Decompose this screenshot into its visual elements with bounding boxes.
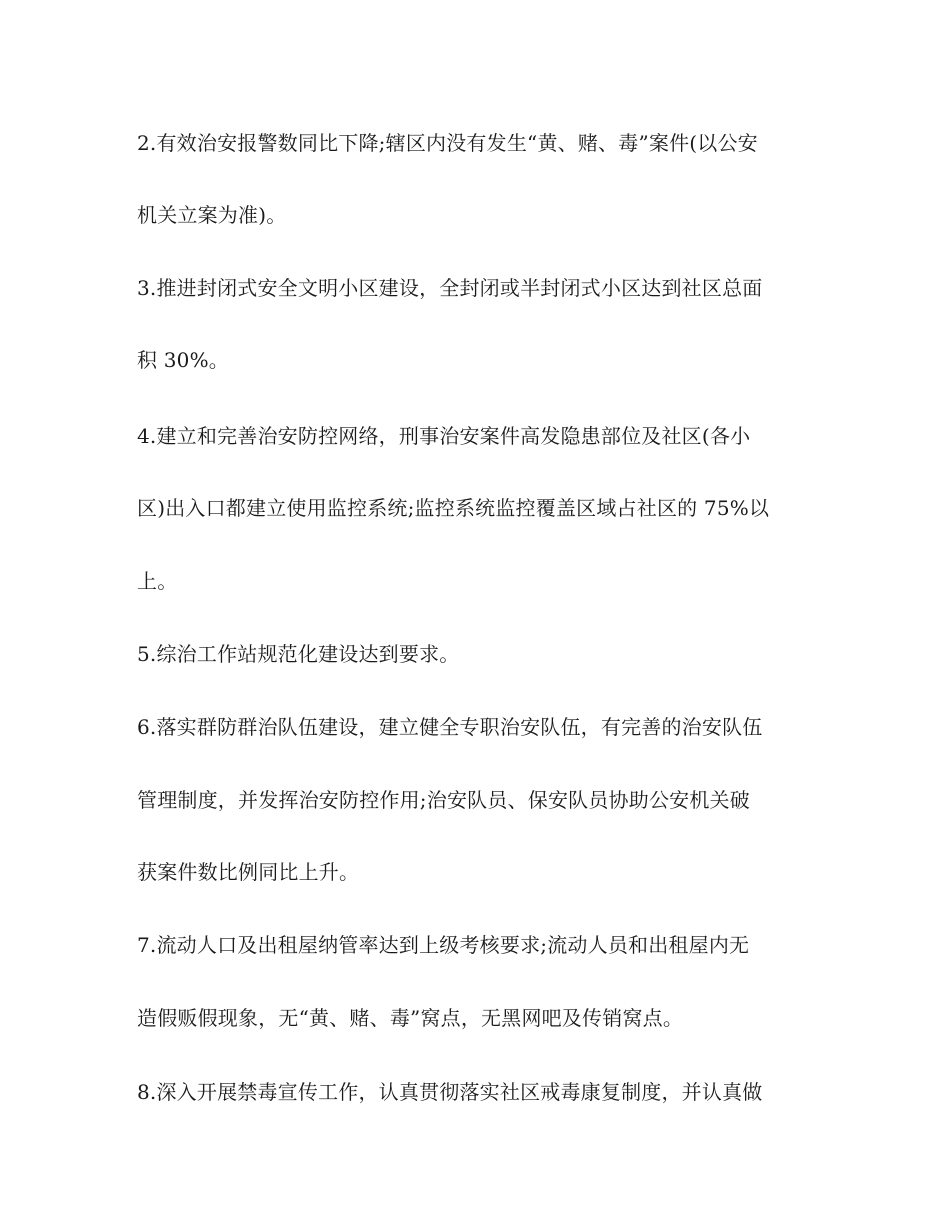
paragraph-5-line-1: 5.综治工作站规范化建设达到要求。 xyxy=(137,642,460,666)
paragraph-7-line-1: 7.流动人口及出租屋纳管率达到上级考核要求;流动人员和出租屋内无 xyxy=(137,933,750,957)
paragraph-3-line-1: 3.推进封闭式安全文明小区建设，全封闭或半封闭式小区达到社区总面 xyxy=(137,276,763,300)
paragraph-6-line-1: 6.落实群防群治队伍建设，建立健全专职治安队伍，有完善的治安队伍 xyxy=(137,715,763,739)
paragraph-4-line-1: 4.建立和完善治安防控网络，刑事治安案件高发隐患部位及社区(各小 xyxy=(137,424,751,448)
paragraph-6-line-3: 获案件数比例同比上升。 xyxy=(137,860,360,884)
paragraph-4-line-2: 区)出入口都建立使用监控系统;监控系统监控覆盖区域占社区的 75%以 xyxy=(137,496,770,520)
paragraph-7-line-2: 造假贩假现象，无“黄、赌、毒”窝点，无黑网吧及传销窝点。 xyxy=(137,1006,684,1030)
paragraph-6-line-2: 管理制度，并发挥治安防控作用;治安队员、保安队员协助公安机关破 xyxy=(137,788,750,812)
paragraph-4-line-3: 上。 xyxy=(137,569,178,593)
paragraph-3-line-2: 积 30%。 xyxy=(137,348,230,372)
paragraph-2-line-1: 2.有效治安报警数同比下降;辖区内没有发生“黄、赌、毒”案件(以公安 xyxy=(137,131,758,155)
paragraph-2-line-2: 机关立案为准)。 xyxy=(137,203,287,227)
paragraph-8-line-1: 8.深入开展禁毒宣传工作，认真贯彻落实社区戒毒康复制度，并认真做 xyxy=(137,1080,763,1104)
